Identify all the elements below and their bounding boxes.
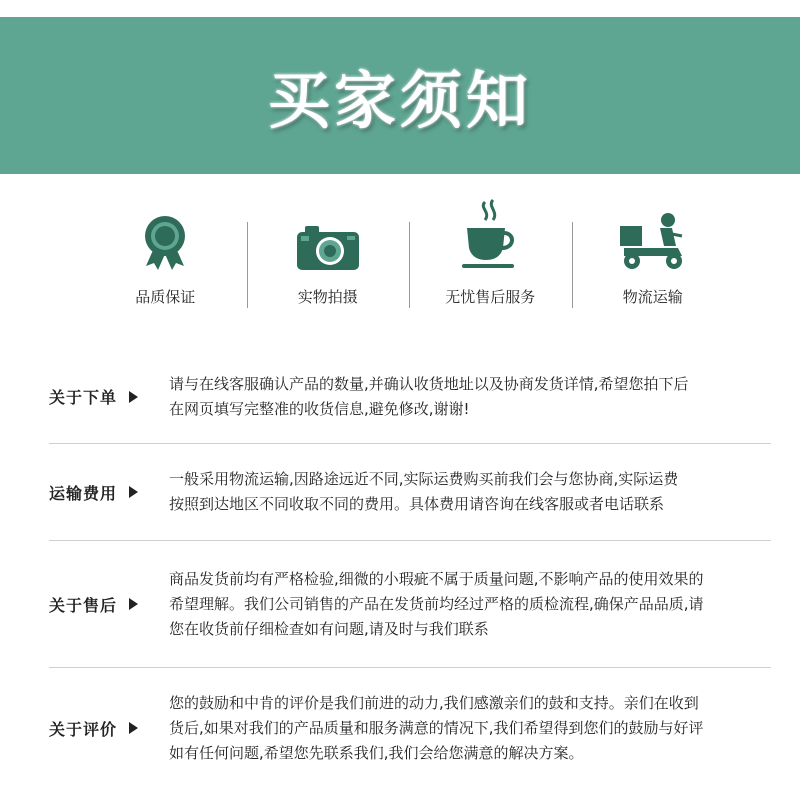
feature-label: 实物拍摄 — [297, 288, 358, 306]
section-label — [49, 717, 169, 740]
section-title: 关于评价 — [49, 719, 118, 739]
notice-sections — [49, 350, 771, 788]
header-banner — [0, 17, 800, 174]
feature-strip — [84, 210, 734, 310]
camera-icon — [292, 210, 364, 272]
text-line: 希望理解。我们公司销售的产品在发货前均经过严格的质检流程,确保产品品质,请 — [169, 594, 704, 613]
section-after-sales — [49, 541, 771, 668]
triangle-right-icon — [129, 391, 138, 403]
section-title: 关于售后 — [49, 595, 118, 615]
text-line: 您在收货前仔细检查如有问题,请及时与我们联系 — [169, 619, 489, 638]
award-ribbon-icon — [129, 210, 201, 272]
section-text — [169, 372, 771, 422]
triangle-right-icon — [129, 486, 138, 498]
section-ordering — [49, 350, 771, 444]
feature-label: 品质保证 — [135, 288, 196, 306]
section-text — [169, 691, 771, 766]
feature-logistics — [572, 210, 735, 310]
feature-after-sales — [409, 210, 572, 310]
triangle-right-icon — [129, 598, 138, 610]
section-shipping-fee — [49, 444, 771, 541]
section-label — [49, 481, 169, 504]
text-line: 如有任何问题,希望您先联系我们,我们会给您满意的解决方案。 — [169, 743, 584, 762]
feature-label: 无忧售后服务 — [445, 288, 536, 306]
feature-quality — [84, 210, 247, 310]
section-text — [169, 467, 771, 517]
section-title: 关于下单 — [49, 388, 118, 407]
text-line: 货后,如果对我们的产品质量和服务满意的情况下,我们希望得到您们的鼓励与好评 — [169, 718, 704, 737]
banner-title: 买家须知 — [267, 64, 532, 137]
delivery-scooter-icon — [617, 210, 689, 272]
triangle-right-icon — [129, 722, 138, 734]
text-line: 商品发货前均有严格检验,细微的小瑕疵不属于质量问题,不影响产品的使用效果的 — [169, 569, 704, 588]
text-line: 您的鼓励和中肯的评价是我们前进的动力,我们感激亲们的鼓和支持。亲们在收到 — [169, 693, 699, 712]
section-label — [49, 593, 169, 616]
section-reviews — [49, 668, 771, 788]
section-title: 运输费用 — [49, 483, 118, 503]
text-line: 一般采用物流运输,因路途远近不同,实际运费购买前我们会与您协商,实际运费 — [169, 470, 679, 488]
section-label — [49, 385, 169, 408]
text-line: 在网页填写完整准的收货信息,避免修改,谢谢! — [169, 399, 470, 418]
text-line: 请与在线客服确认产品的数量,并确认收货地址以及协商发货详情,希望您拍下后 — [169, 374, 689, 393]
coffee-cup-icon — [454, 210, 526, 272]
feature-label: 物流运输 — [622, 288, 683, 306]
feature-real-photo — [247, 210, 410, 310]
section-text — [169, 567, 771, 642]
text-line: 按照到达地区不同收取不同的费用。具体费用请咨询在线客服或者电话联系 — [169, 495, 665, 513]
